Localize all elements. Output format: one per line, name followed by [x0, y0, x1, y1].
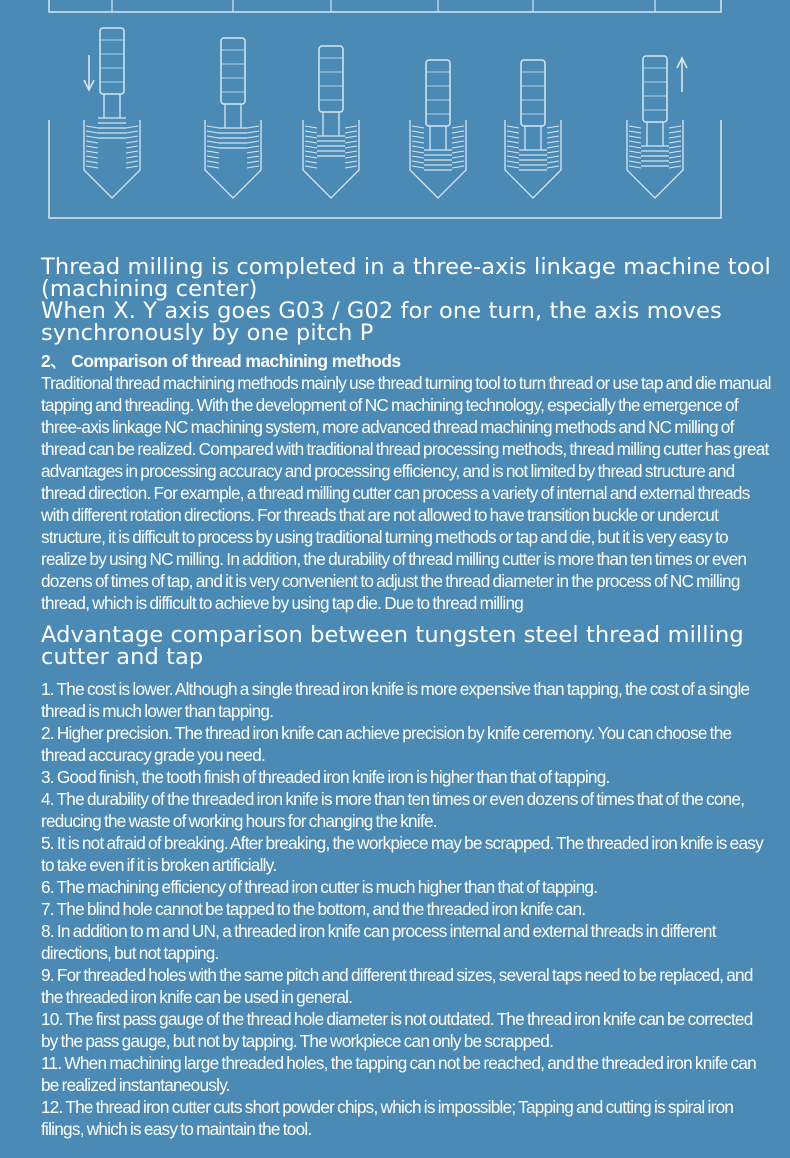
list-item: 6. The machining efficiency of thread iron cutter is much higher than that of tapping.: [41, 877, 598, 897]
thread-tooth: [207, 141, 219, 143]
thread-tooth: [412, 146, 424, 148]
heading-line-2: When X. Y axis goes G03 / G02 for one turn, the axis moves synchronously by one pitch P: [41, 298, 722, 346]
thread-tooth: [412, 151, 424, 153]
thread-tooth: [669, 126, 681, 128]
thread-tooth: [669, 141, 681, 143]
advantage-list: [41, 678, 771, 1140]
list-item: 2. Higher precision. The thread iron knife can achieve precision by knife ceremony. You can choose the thread accuracy grade you need.: [41, 723, 732, 765]
thread-tooth: [507, 146, 519, 148]
thread-tooth: [547, 131, 559, 133]
thread-tooth: [669, 161, 681, 163]
thread-tooth: [669, 136, 681, 138]
thread-tooth: [126, 156, 138, 158]
thread-tooth: [86, 136, 98, 138]
thread-tooth: [452, 146, 464, 148]
thread-tooth: [305, 146, 317, 148]
tool-neck: [430, 126, 446, 150]
thread-tooth: [207, 161, 219, 163]
thread-tooth: [247, 146, 259, 148]
thread-tooth: [507, 151, 519, 153]
thread-tooth: [452, 166, 464, 168]
thread-tooth: [669, 146, 681, 148]
thread-tooth: [452, 126, 464, 128]
list-item: 3. Good finish, the tooth finish of threaded iron knife iron is higher than that of tapping.: [41, 767, 610, 787]
thread-tooth: [629, 126, 641, 128]
thread-tooth: [412, 141, 424, 143]
thread-tooth: [507, 161, 519, 163]
thread-tooth: [86, 166, 98, 168]
heading-thread-milling: [41, 256, 771, 344]
thread-tooth: [207, 126, 219, 128]
list-item: 11. When machining large threaded holes, the tapping can not be reached, and the threaded iron knife can be realized instantaneously.: [41, 1053, 756, 1095]
thread-tooth: [547, 146, 559, 148]
heading-advantage-comparison: Advantage comparison between tungsten steel thread milling cutter and tap: [41, 622, 744, 670]
tool-shank: [221, 38, 245, 104]
thread-tooth: [629, 166, 641, 168]
thread-tooth: [86, 161, 98, 163]
thread-tooth: [247, 126, 259, 128]
thread-tooth: [207, 131, 219, 133]
thread-tooth: [452, 161, 464, 163]
tool-neck: [525, 126, 541, 150]
fixture-bar: [49, 0, 721, 12]
thread-tooth: [412, 136, 424, 138]
thread-tooth: [86, 131, 98, 133]
thread-tooth: [86, 141, 98, 143]
thread-tooth: [86, 156, 98, 158]
article-content: [41, 256, 771, 1140]
thread-tooth: [305, 131, 317, 133]
thread-tooth: [305, 161, 317, 163]
thread-tooth: [412, 166, 424, 168]
workpiece-block: [49, 120, 721, 218]
thread-tooth: [669, 156, 681, 158]
thread-tooth: [345, 151, 357, 153]
heading-line-1: Thread milling is completed in a three-axis linkage machine tool (machining center): [41, 254, 771, 302]
thread-tooth: [126, 166, 138, 168]
thread-tooth: [305, 156, 317, 158]
thread-tooth: [345, 161, 357, 163]
thread-tooth: [207, 156, 219, 158]
thread-tooth: [86, 146, 98, 148]
thread-tooth: [507, 156, 519, 158]
thread-tooth: [126, 141, 138, 143]
thread-tooth: [507, 126, 519, 128]
tool-shank: [643, 56, 667, 122]
thread-tooth: [547, 161, 559, 163]
list-item: 9. For threaded holes with the same pitch and different thread sizes, several taps need to be replaced, and the threaded iron knife can be used in general.: [41, 965, 753, 1007]
thread-tooth: [547, 141, 559, 143]
thread-tooth: [507, 131, 519, 133]
section-2-title: 2、 Comparison of thread machining methods: [41, 351, 401, 371]
thread-tooth: [86, 151, 98, 153]
thread-tooth: [247, 151, 259, 153]
thread-tooth: [247, 136, 259, 138]
tool-shank: [319, 46, 343, 112]
thread-tooth: [669, 131, 681, 133]
thread-tooth: [629, 156, 641, 158]
tool-neck: [225, 104, 241, 128]
list-item: 1. The cost is lower. Although a single thread iron knife is more expensive than tapping, the cost of a single thread is much lower than tapping.: [41, 679, 750, 721]
thread-tooth: [507, 141, 519, 143]
thread-tooth: [412, 156, 424, 158]
thread-tooth: [126, 126, 138, 128]
list-item: 10. The first pass gauge of the thread hole diameter is not outdated. The thread iron knife can be corrected by the pass gauge, but not by tapping. The workpiece can only be scrapped.: [41, 1009, 753, 1051]
thread-tooth: [86, 126, 98, 128]
tool-shank: [426, 60, 450, 126]
tool-shank: [100, 28, 124, 94]
thread-tooth: [126, 161, 138, 163]
thread-tooth: [126, 151, 138, 153]
thread-tooth: [669, 151, 681, 153]
tool-neck: [323, 112, 339, 136]
thread-tooth: [305, 136, 317, 138]
thread-tooth: [247, 166, 259, 168]
thread-tooth: [629, 146, 641, 148]
thread-tooth: [452, 131, 464, 133]
list-item: 5. It is not afraid of breaking. After breaking, the workpiece may be scrapped. The threaded iron knife is easy to take even if it is broken artificially.: [41, 833, 763, 875]
thread-tooth: [126, 131, 138, 133]
thread-tooth: [547, 156, 559, 158]
thread-tooth: [412, 161, 424, 163]
thread-tooth: [345, 136, 357, 138]
thread-tooth: [305, 151, 317, 153]
thread-tooth: [452, 156, 464, 158]
thread-tooth: [207, 166, 219, 168]
list-item: 12. The thread iron cutter cuts short powder chips, which is impossible; Tapping and cutting is spiral iron filings, which is easy to maintain the tool.: [41, 1097, 734, 1139]
thread-tooth: [126, 146, 138, 148]
tool-neck: [647, 122, 663, 146]
list-item: 4. The durability of the threaded iron knife is more than ten times or even dozens of times that of the cone, reducing the waste of working hours for changing the knife.: [41, 789, 745, 831]
thread-tooth: [452, 151, 464, 153]
thread-tooth: [207, 146, 219, 148]
thread-tooth: [305, 141, 317, 143]
thread-tooth: [452, 136, 464, 138]
thread-tooth: [629, 136, 641, 138]
thread-tooth: [507, 166, 519, 168]
thread-tooth: [547, 136, 559, 138]
section-2-body: Traditional thread machining methods mainly use thread turning tool to turn thread or use tap and die manual tapping and threading. With the development of NC machining technology, especially the emergence of three-axis linkage NC machining system, more advanced thread machining methods and NC milling of thread can be realized. Compared with traditional thread processing methods, thread milling cutter has great advantages in processing accuracy and processing efficiency, and is not limited by thread structure and thread direction. For example, a thread milling cutter can process a variety of internal and external threads with different rotation directions. For threads that are not allowed to have transition buckle or undercut structure, it is difficult to process by using traditional turning methods or tap and die, but it is very easy to realize by using NC milling. In addition, the durability of thread milling cutter is more than ten times or even dozens of times of tap, and it is very convenient to adjust the thread diameter in the process of NC milling thread, which is difficult to achieve by using tap die. Due to thread milling: [41, 373, 771, 613]
thread-tooth: [247, 131, 259, 133]
thread-tooth: [629, 151, 641, 153]
thread-milling-process-diagram: [0, 0, 790, 240]
thread-tooth: [126, 136, 138, 138]
thread-tooth: [547, 126, 559, 128]
tool-shank: [521, 60, 545, 126]
list-item: 8. In addition to m and UN, a threaded iron knife can process internal and external threads in different directions, but not tapping.: [41, 921, 716, 963]
thread-tooth: [629, 161, 641, 163]
thread-tooth: [207, 136, 219, 138]
thread-tooth: [345, 131, 357, 133]
thread-tooth: [345, 141, 357, 143]
thread-tooth: [305, 126, 317, 128]
process-diagram-svg: [0, 0, 790, 240]
thread-tooth: [412, 131, 424, 133]
thread-tooth: [452, 141, 464, 143]
thread-tooth: [507, 136, 519, 138]
thread-tooth: [629, 141, 641, 143]
thread-tooth: [547, 151, 559, 153]
thread-tooth: [207, 151, 219, 153]
thread-tooth: [345, 166, 357, 168]
thread-tooth: [345, 146, 357, 148]
thread-tooth: [669, 166, 681, 168]
thread-tooth: [412, 126, 424, 128]
thread-tooth: [345, 156, 357, 158]
thread-tooth: [547, 166, 559, 168]
thread-tooth: [247, 161, 259, 163]
thread-tooth: [247, 156, 259, 158]
tool-neck: [104, 94, 120, 118]
thread-tooth: [305, 166, 317, 168]
thread-tooth: [345, 126, 357, 128]
thread-tooth: [629, 131, 641, 133]
list-item: 7. The blind hole cannot be tapped to the bottom, and the threaded iron knife can.: [41, 899, 586, 919]
thread-tooth: [247, 141, 259, 143]
